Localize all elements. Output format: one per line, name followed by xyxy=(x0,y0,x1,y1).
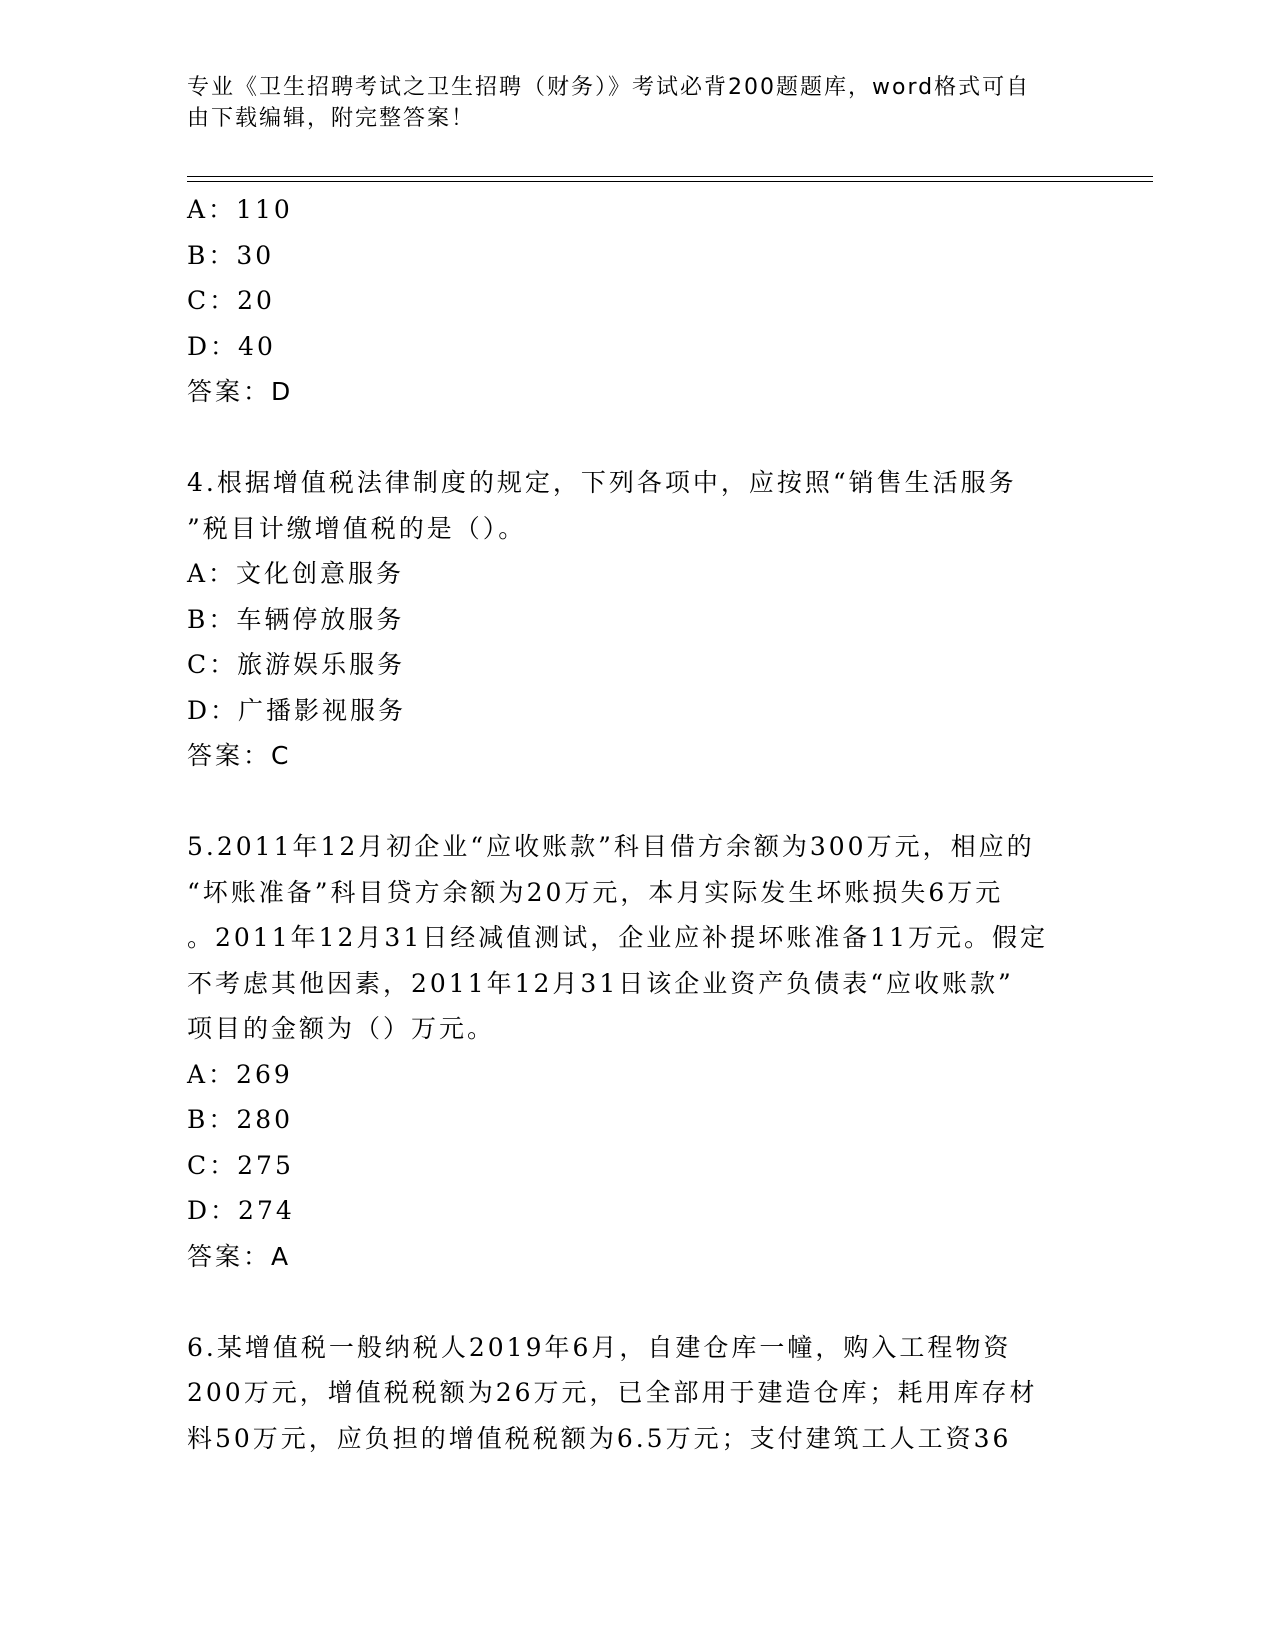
question-stem-line: 5.2011年12月初企业“应收账款”科目借方余额为300万元，相应的 xyxy=(187,832,1035,861)
option-d: D：274 xyxy=(187,1196,295,1225)
option-d: D：40 xyxy=(187,331,276,361)
spacer xyxy=(187,779,1087,825)
header-line-2: 由下载编辑，附完整答案！ xyxy=(187,106,476,131)
question-stem-line: 料50万元，应负担的增值税税额为6.5万元；支付建筑工人工资36 xyxy=(187,1423,1012,1453)
question-stem-line: 不考虑其他因素，2011年12月31日该企业资产负债表“应收账款” xyxy=(187,968,1014,998)
option-d: D：广播影视服务 xyxy=(187,695,407,725)
option-b: B：30 xyxy=(187,240,275,270)
option-a: A：110 xyxy=(187,195,293,224)
answer: 答案：D xyxy=(187,377,294,406)
answer: 答案：A xyxy=(187,1241,292,1271)
header-line-1: 专业《卫生招聘考试之卫生招聘（财务）》考试必背200题题库，word格式可自 xyxy=(187,75,1031,100)
question-3 xyxy=(187,187,1087,415)
option-b: B：车辆停放服务 xyxy=(187,604,405,634)
page-header xyxy=(187,72,1087,134)
option-c: C：275 xyxy=(187,1150,294,1180)
header-divider-bottom xyxy=(187,181,1153,182)
question-stem-line: 。2011年12月31日经减值测试，企业应补提坏账准备11万元。假定 xyxy=(187,923,1049,952)
question-stem-line: 项目的金额为（）万元。 xyxy=(187,1014,496,1043)
question-stem-line: 6.某增值税一般纳税人2019年6月，自建仓库一幢，购入工程物资 xyxy=(187,1332,1012,1362)
question-6 xyxy=(187,1325,1087,1462)
question-4 xyxy=(187,460,1087,779)
option-a: A：文化创意服务 xyxy=(187,559,405,588)
option-c: C：20 xyxy=(187,286,275,315)
answer: 答案：C xyxy=(187,741,292,770)
question-stem-line: “坏账准备”科目贷方余额为20万元，本月实际发生坏账损失6万元 xyxy=(187,877,1004,907)
spacer xyxy=(187,1279,1087,1325)
option-c: C：旅游娱乐服务 xyxy=(187,650,406,679)
question-stem-line: 4.根据增值税法律制度的规定，下列各项中，应按照“销售生活服务 xyxy=(187,468,1017,497)
document-body xyxy=(187,187,1087,1461)
option-b: B：280 xyxy=(187,1105,294,1134)
spacer xyxy=(187,415,1087,461)
question-stem-line: 200万元，增值税税额为26万元，已全部用于建造仓库；耗用库存材 xyxy=(187,1378,1038,1407)
question-stem-line: ”税目计缴增值税的是（）。 xyxy=(187,513,527,543)
option-a: A：269 xyxy=(187,1059,293,1089)
question-5 xyxy=(187,824,1087,1279)
header-divider-top xyxy=(187,176,1153,177)
